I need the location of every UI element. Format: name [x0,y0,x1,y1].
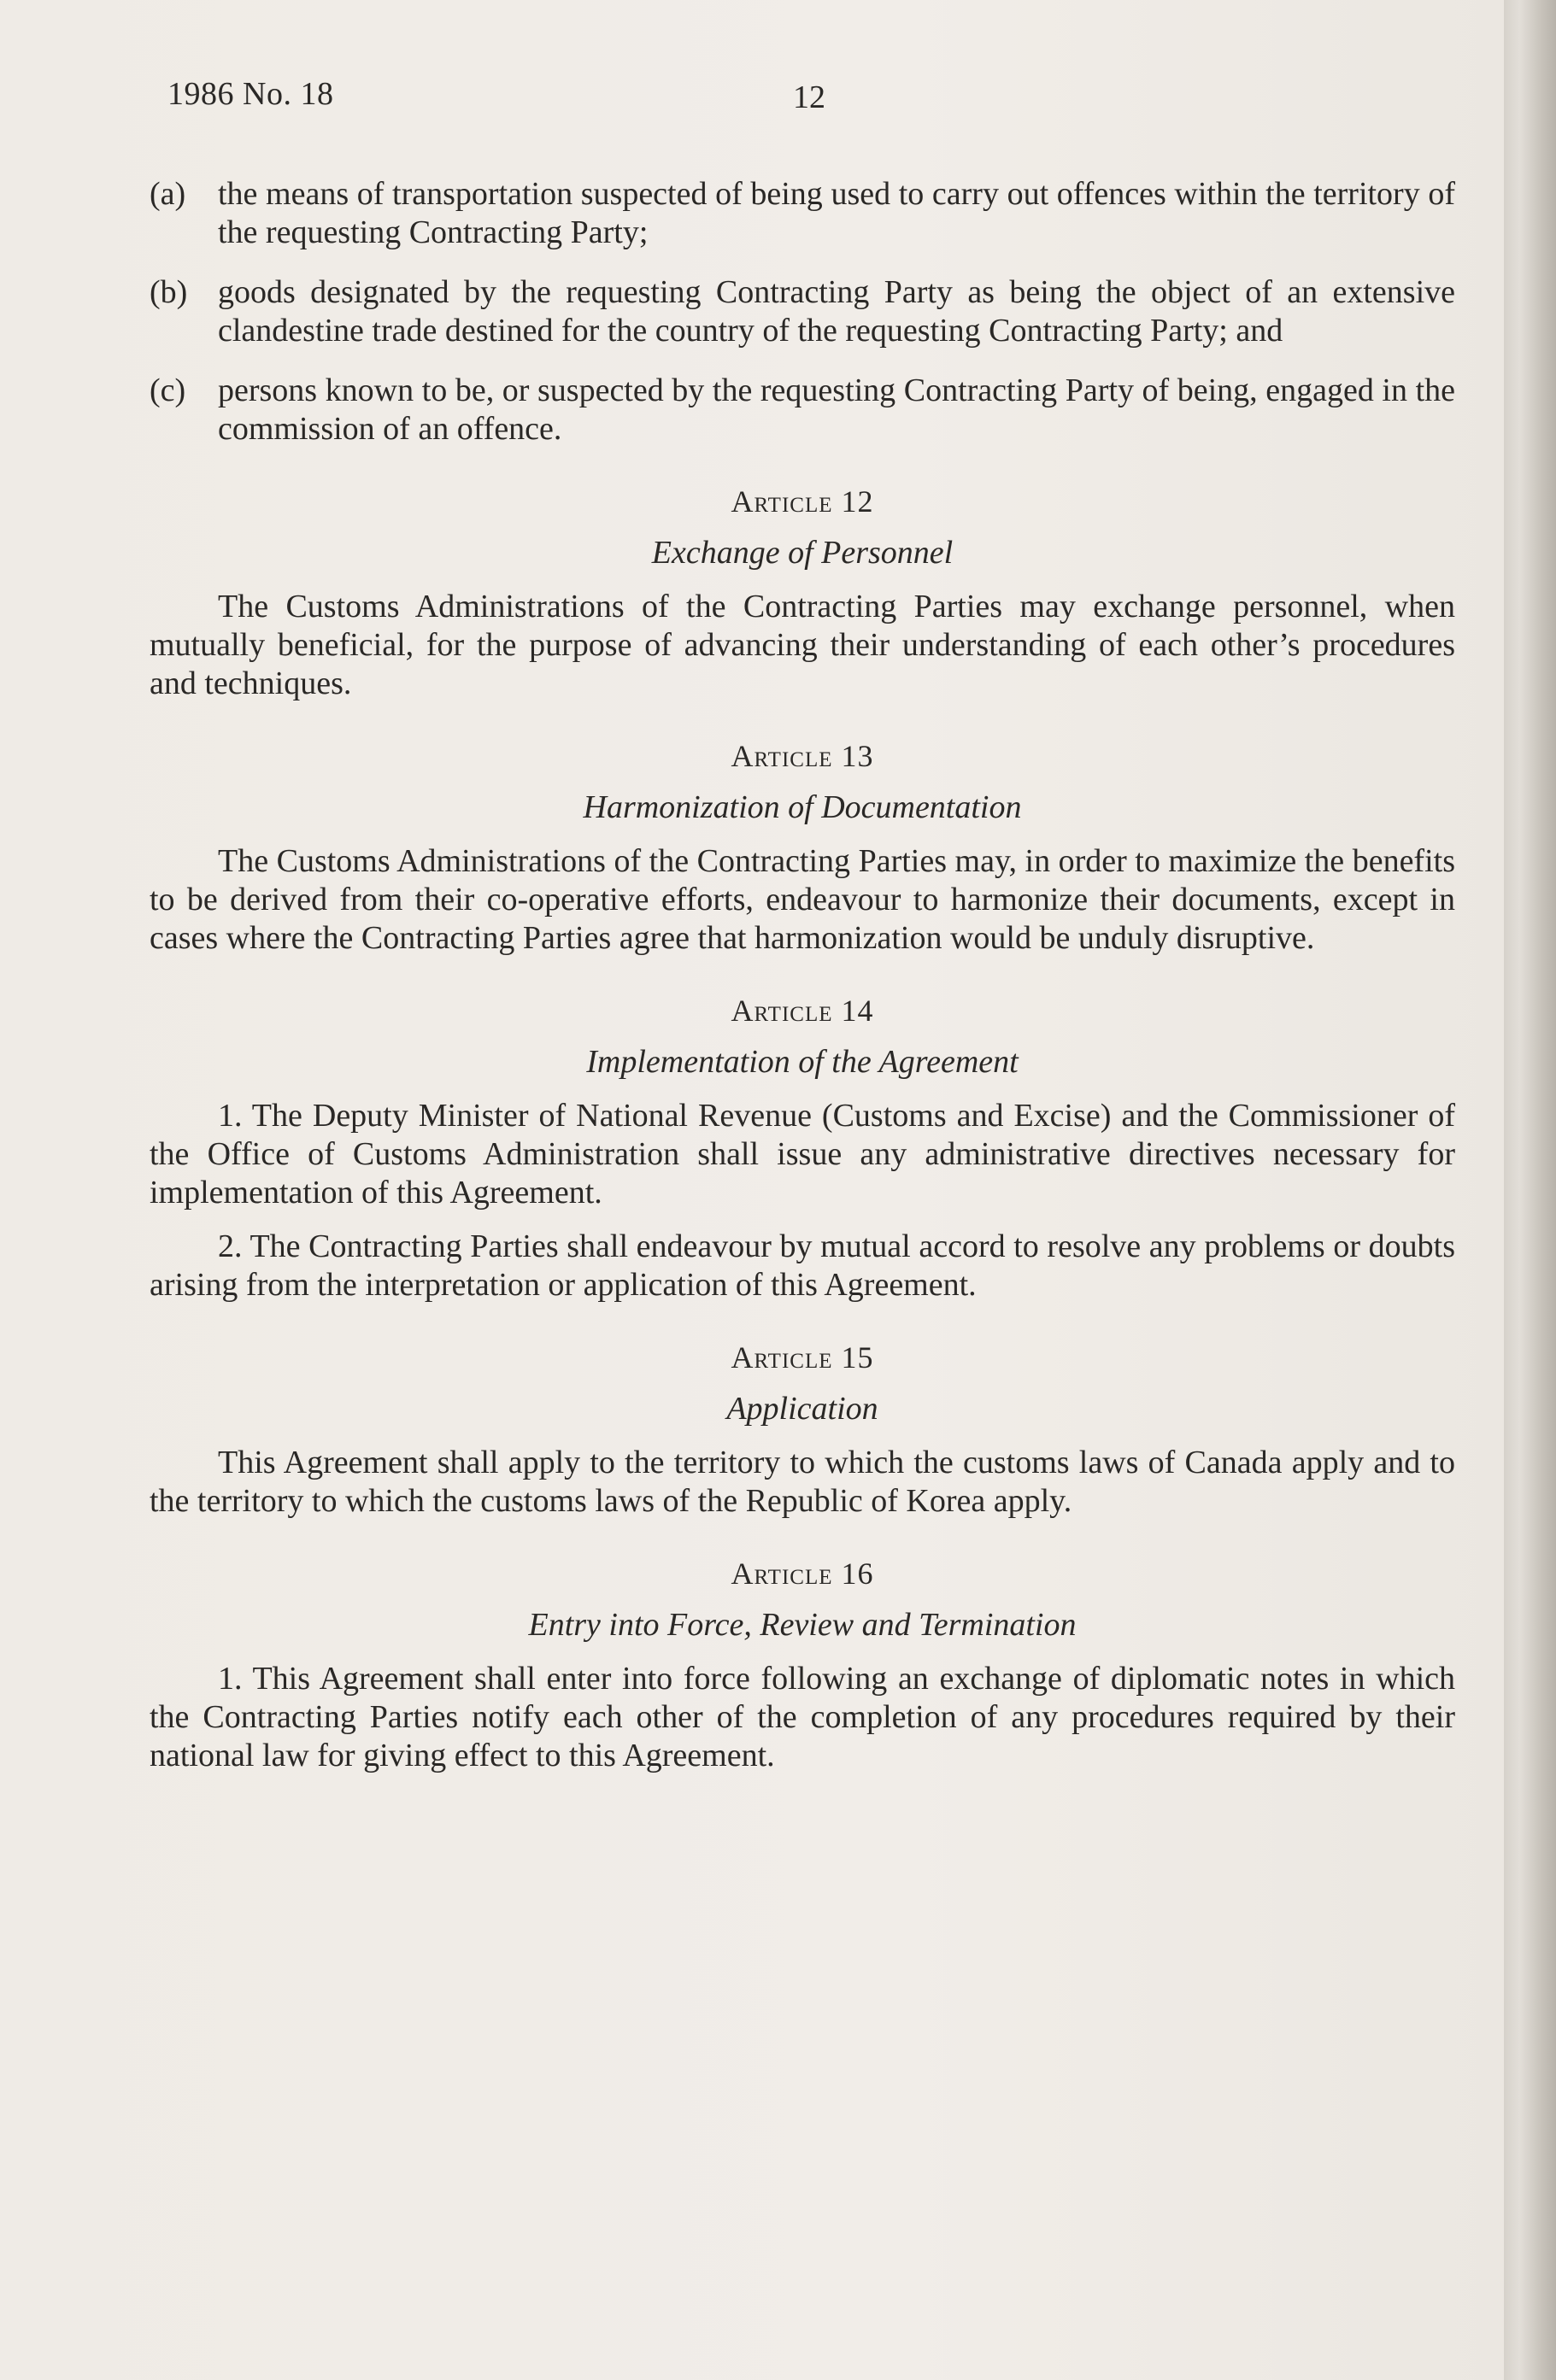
article-title: Application [726,1391,878,1427]
article-title: Harmonization of Documentation [583,789,1022,825]
article-paragraph: 1. The Deputy Minister of National Revenue (Customs and Excise) and the Commissioner of the Office of Customs Administration shall issue any administrative directives necessary for implementation of this Agreement. [150,1098,1455,1211]
article-title: Exchange of Personnel [651,535,954,571]
article-heading: Article 13 [731,739,874,773]
document-body [150,175,1455,1791]
page-number: 12 [793,79,825,115]
article-paragraph: The Customs Administrations of the Contracting Parties may, in order to maximize the benefits to be derived from their co-operative efforts, endeavour to harmonize their documents, except in cases where the Contracting Parties agree that harmonization would be unduly disruptive. [150,843,1455,956]
article-heading: Article 12 [731,484,874,519]
book-spine-edge [1504,0,1556,2380]
list-item-marker: (b) [150,274,188,310]
article-title: Implementation of the Agreement [586,1044,1019,1080]
article-heading: Article 14 [731,994,874,1028]
article-heading: Article 16 [731,1556,874,1591]
list-item-text: goods designated by the requesting Contracting Party as being the object of an extensive clandestine trade destined for the country of the requesting Contracting Party; and [218,274,1455,349]
article-paragraph: The Customs Administrations of the Contracting Parties may exchange personnel, when mutually beneficial, for the purpose of advancing their understanding of each other’s procedures and techniques. [150,589,1455,701]
list-item-marker: (c) [150,372,186,408]
list-item-marker: (a) [150,176,186,212]
running-header: 1986 No. 18 [167,76,334,112]
list-item [150,175,1455,252]
article-paragraph: 1. This Agreement shall enter into force following an exchange of diplomatic notes in which the Contracting Parties notify each other of the completion of any procedures required by their national law for giving effect to this Agreement. [150,1661,1455,1773]
list-item [150,273,1455,350]
list-item [150,372,1455,448]
article-title: Entry into Force, Review and Termination [528,1607,1077,1643]
article-paragraph: 2. The Contracting Parties shall endeavour by mutual accord to resolve any problems or doubts arising from the interpretation or application of this Agreement. [150,1228,1455,1303]
list-item-text: persons known to be, or suspected by the requesting Contracting Party of being, engaged in the commission of an offence. [218,372,1455,447]
list-item-text: the means of transportation suspected of being used to carry out offences within the territory of the requesting Contracting Party; [218,176,1455,250]
article-paragraph: This Agreement shall apply to the territory to which the customs laws of Canada apply and to the territory to which the customs laws of the Republic of Korea apply. [150,1445,1455,1519]
article-heading: Article 15 [731,1340,874,1375]
